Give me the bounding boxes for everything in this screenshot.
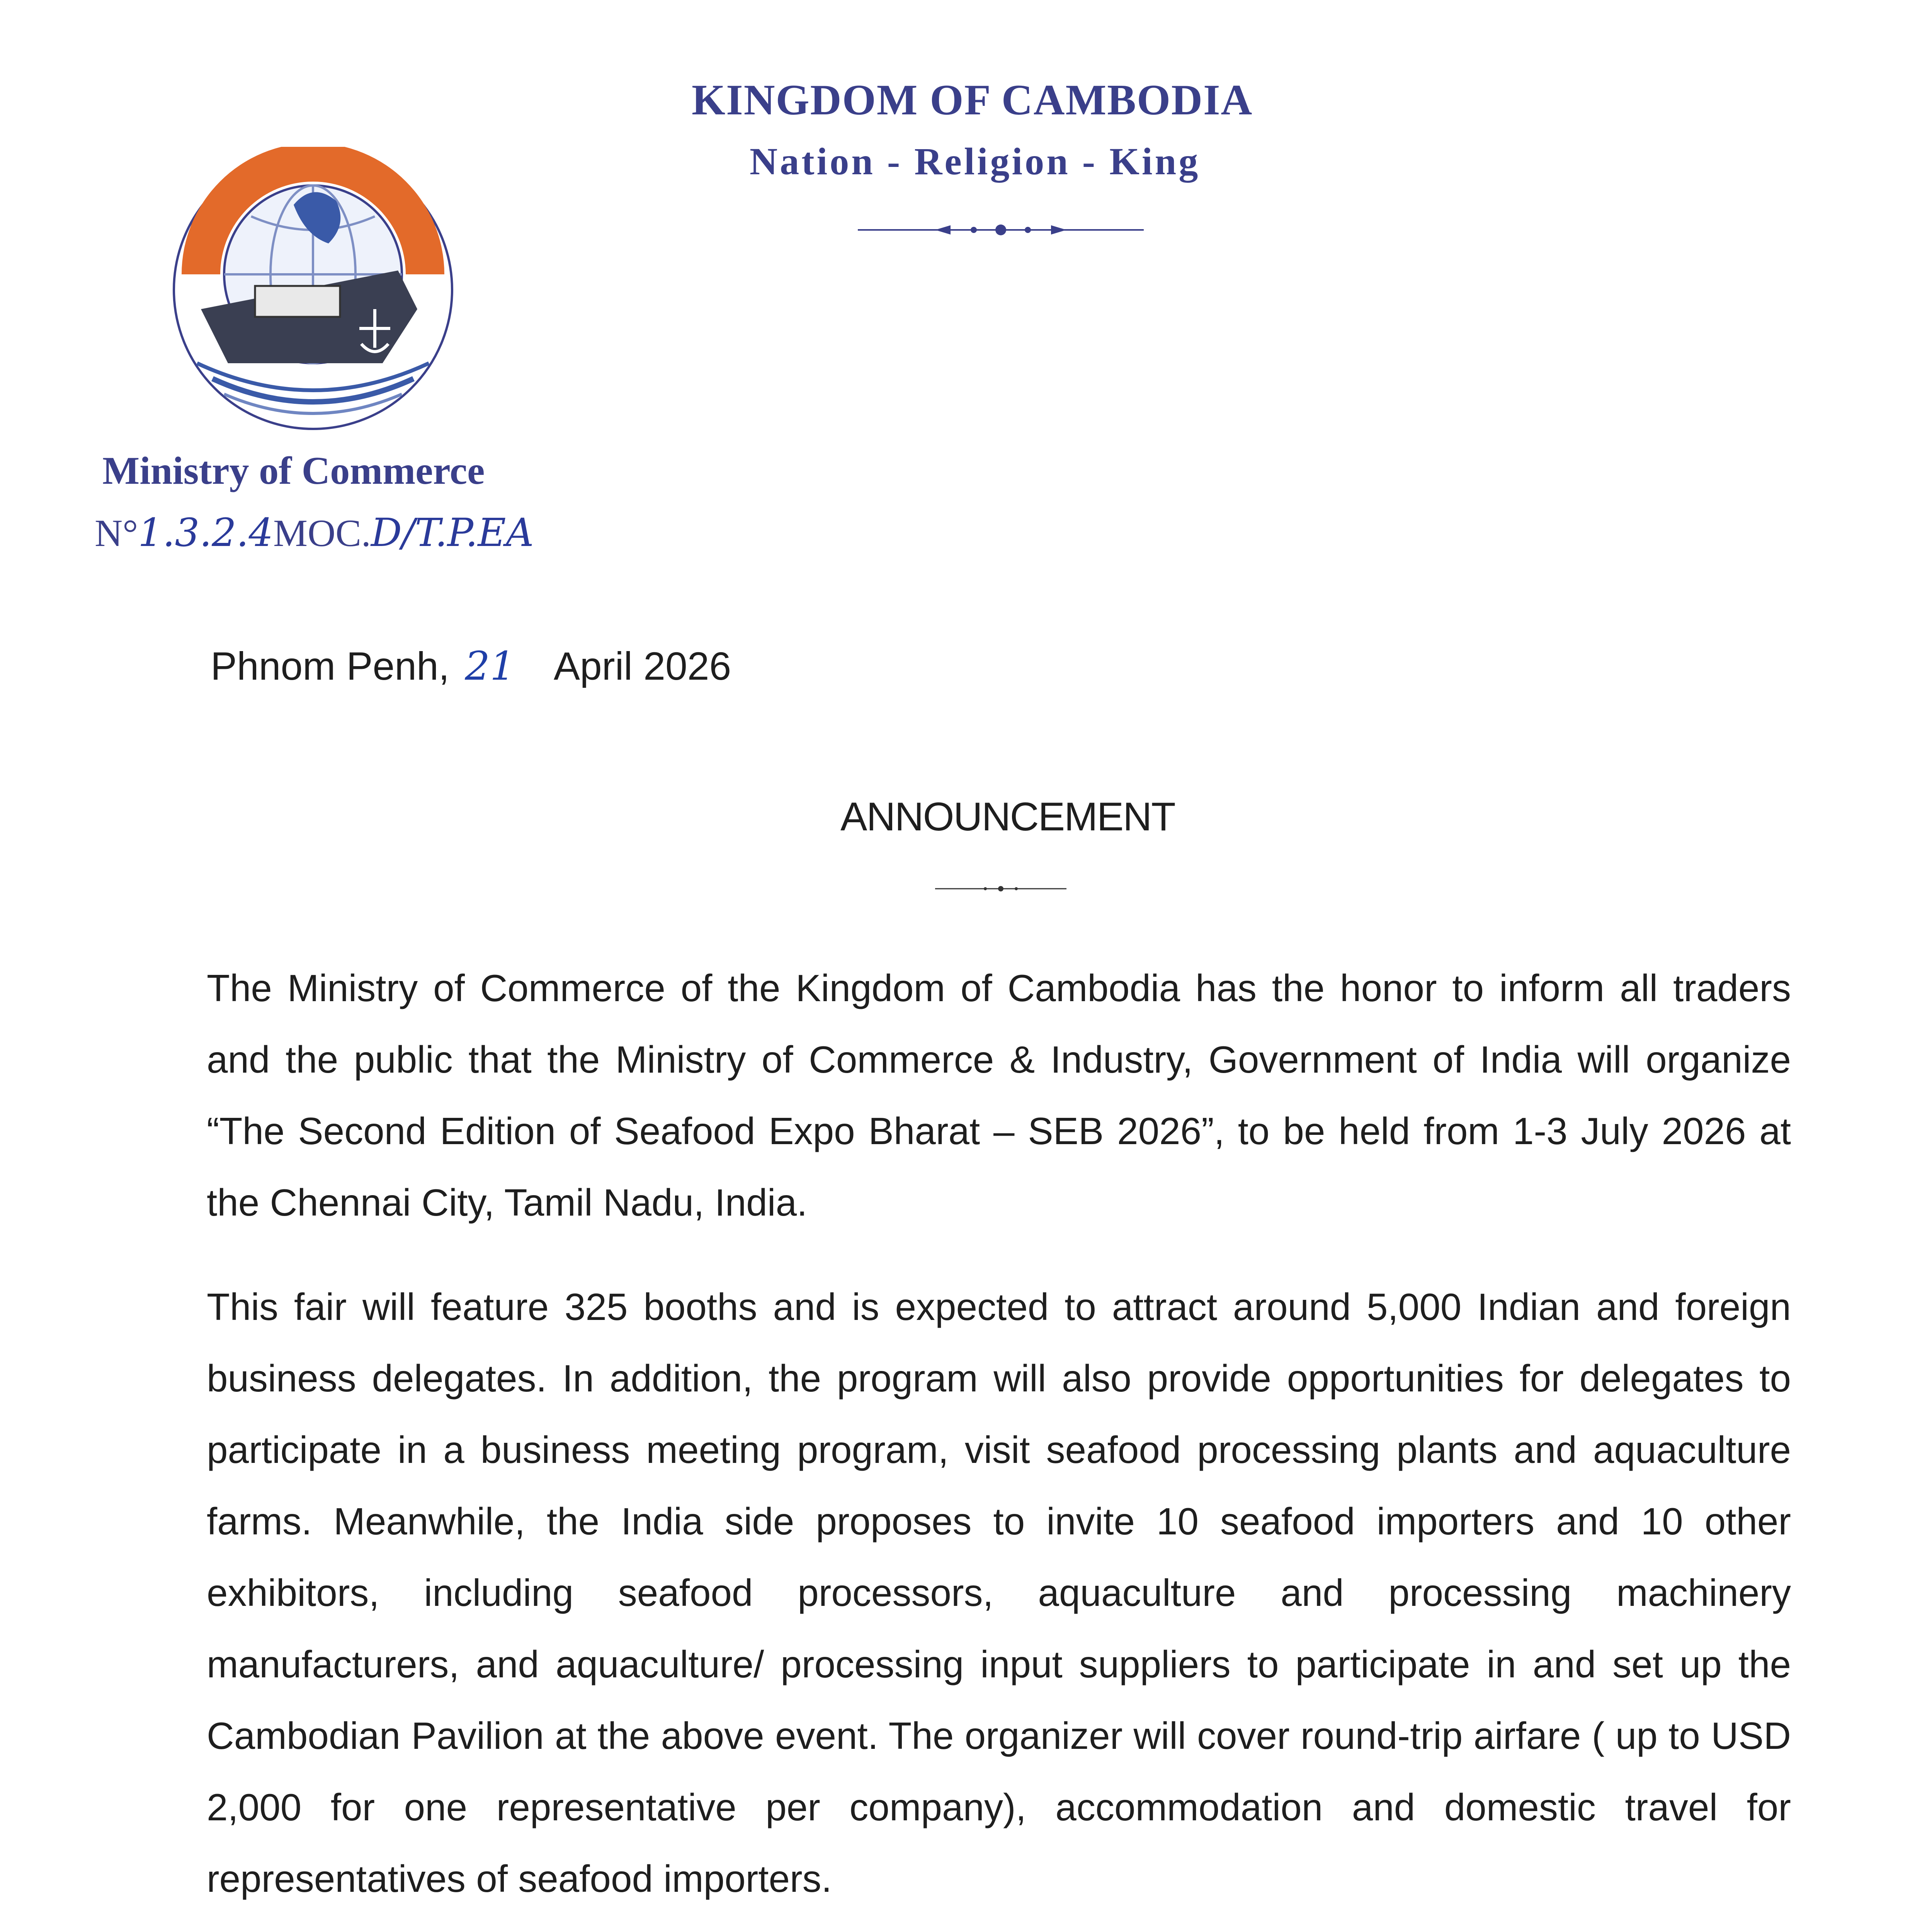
- title-ornament: [935, 883, 1066, 895]
- kingdom-title: KINGDOM OF CAMBODIA: [692, 76, 1253, 124]
- date-month-year: April 2026: [553, 644, 731, 688]
- date-line: [211, 643, 731, 689]
- date-day: 21: [465, 643, 515, 689]
- paragraph-details: This fair will feature 325 booths and is expected to attract around 5,000 Indian and foreign business delegates. In addition, the program will also provide opportunities for delegates to participate in a business meeting program, visit seafood processing plants and aquaculture farms. Meanwhile, the India side proposes to invite 10 seafood importers and 10 other exhibitors, including seafood processors, aquaculture and processing machinery manufacturers, and aquaculture/ processing input suppliers to participate in and set up the Cambodian Pavilion at the above event. The organizer will cover round-trip airfare ( up to USD 2,000 for one representative per company), accommodation and domestic travel for representatives of seafood importers.: [207, 1286, 1791, 1900]
- ref-prefix: N°: [95, 512, 138, 554]
- header-ornament: [858, 218, 1144, 242]
- ref-middle: MOC.: [273, 512, 371, 554]
- date-place: Phnom Penh,: [211, 644, 450, 688]
- announcement-title: ANNOUNCEMENT: [840, 794, 1175, 839]
- ministry-name: Ministry of Commerce: [102, 449, 485, 493]
- ministry-of-commerce-logo: [166, 147, 460, 433]
- reference-number: [95, 510, 534, 555]
- national-motto: Nation - Religion - King: [750, 140, 1201, 183]
- ref-suffix: D/T.P.EA: [371, 510, 534, 555]
- ref-number: 1.3.2.4: [138, 510, 274, 555]
- paragraph-intro: The Ministry of Commerce of the Kingdom of Cambodia has the honor to inform all traders and the public that the Ministry of Commerce & Industry, Government of India will organize “The Second Edition of Seafood Expo Bharat – SEB 2026”, to be held from 1-3 July 2026 at the Chennai City, Tamil Nadu, India.: [207, 967, 1791, 1224]
